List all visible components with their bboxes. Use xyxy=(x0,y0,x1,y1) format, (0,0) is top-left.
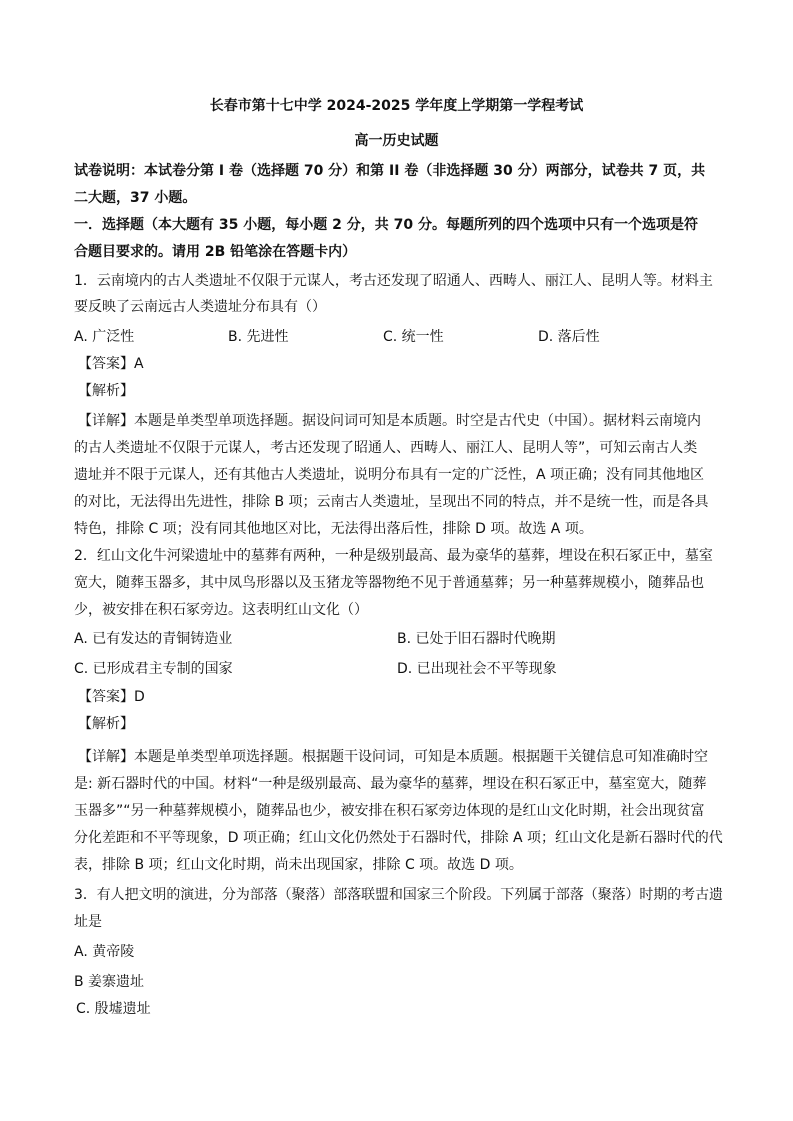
q1-analysis-label: 【解析】 xyxy=(78,383,134,399)
q2-analysis-label: 【解析】 xyxy=(78,716,134,732)
exam-subtitle: 高一历史试题 xyxy=(354,133,439,149)
q2-detail-line-1: 【详解】本题是单类型单项选择题。根据题干设问词，可知是本质题。根据题干关键信息可知准确时空 xyxy=(78,749,708,765)
q2-stem-line-3: 少，被安排在积石冢旁边。这表明红山文化（） xyxy=(74,602,368,618)
q2-detail-line-5: 表，排除 B 项；红山文化时期，尚未出现国家，排除 C 项。故选 D 项。 xyxy=(74,857,523,873)
q2-option-c: C. 已形成君主专制的国家 xyxy=(74,661,233,677)
q1-stem-line-1: 1．云南境内的古人类遗址不仅限于元谋人，考古还发现了昭通人、西畴人、丽江人、昆明人等。材料主 xyxy=(74,273,713,289)
q3-option-b: B 姜寨遗址 xyxy=(74,974,145,990)
q1-detail-line-4: 的对比，无法得出先进性，排除 B 项；云南古人类遗址，呈现出不同的特点，并不是统一性，而是各具 xyxy=(74,494,709,510)
exam-title: 长春市第十七中学 2024-2025 学年度上学期第一学程考试 xyxy=(209,98,584,114)
q3-option-a: A. 黄帝陵 xyxy=(74,944,135,960)
q1-option-d: D. 落后性 xyxy=(538,329,600,345)
q1-detail-line-1: 【详解】本题是单类型单项选择题。据设问词可知是本质题。时空是古代史（中国）。据材料云南境内 xyxy=(78,413,701,429)
q2-stem-line-2: 宽大，随葬玉器多，其中凤鸟形器以及玉猪龙等器物绝不见于普通墓葬；另一种墓葬规模小，随葬品也 xyxy=(74,575,704,591)
q3-stem-line-1: 3．有人把文明的演进，分为部落（聚落）部落联盟和国家三个阶段。下列属于部落（聚落）时期的考古遗 xyxy=(74,887,723,903)
q2-answer: 【答案】D xyxy=(78,689,145,705)
section-heading-line-1: 一．选择题（本大题有 35 小题，每小题 2 分，共 70 分。每题所列的四个选项中只有一个选项是符 xyxy=(74,217,698,233)
q1-answer: 【答案】A xyxy=(78,356,144,372)
q3-option-c: C. 殷墟遗址 xyxy=(76,1001,151,1017)
q2-option-b: B. 已处于旧石器时代晚期 xyxy=(397,631,556,647)
q1-option-a: A. 广泛性 xyxy=(74,329,135,345)
q2-option-a: A. 已有发达的青铜铸造业 xyxy=(74,631,233,647)
q3-stem-line-2: 址是 xyxy=(74,914,102,930)
q1-option-b: B. 先进性 xyxy=(228,329,289,345)
section-heading-line-2: 合题目要求的。请用 2B 铅笔涂在答题卡内） xyxy=(74,244,357,260)
q2-detail-line-3: 玉器多”“另一种墓葬规模小，随葬品也少，被安排在积石冢旁边体现的是红山文化时期，社会出现贫富 xyxy=(74,803,705,819)
q1-detail-line-2: 的古人类遗址不仅限于元谋人，考古还发现了昭通人、西畴人、丽江人、昆明人等”，可知云南古人类 xyxy=(74,440,698,456)
q2-stem-line-1: 2．红山文化牛河梁遗址中的墓葬有两种，一种是级别最高、最为豪华的墓葬，埋设在积石冢正中，墓室 xyxy=(74,548,713,564)
q2-detail-line-2: 是: 新石器时代的中国。材料“一种是级别最高、最为豪华的墓葬，埋设在积石冢正中，墓室宽大，随葬 xyxy=(74,776,707,792)
q1-stem-line-2: 要反映了云南远古人类遗址分布具有（） xyxy=(74,299,326,315)
q1-option-c: C. 统一性 xyxy=(383,329,444,345)
q2-option-d: D. 已出现社会不平等现象 xyxy=(397,661,557,677)
q2-detail-line-4: 分化差距和不平等现象，D 项正确；红山文化仍然处于石器时代，排除 A 项；红山文化是新石器时代的代 xyxy=(74,830,723,846)
instructions-line-1: 试卷说明：本试卷分第 I 卷（选择题 70 分）和第 II 卷（非选择题 30 分）两部分，试卷共 7 页，共 xyxy=(74,163,706,179)
q1-detail-line-5: 特色，排除 C 项；没有同其他地区对比，无法得出落后性，排除 D 项。故选 A 项。 xyxy=(74,521,593,537)
q1-detail-line-3: 遗址并不限于元谋人，还有其他古人类遗址，说明分布具有一定的广泛性，A 项正确；没有同其他地区 xyxy=(74,467,705,483)
instructions-line-2: 二大题，37 小题。 xyxy=(74,190,197,206)
